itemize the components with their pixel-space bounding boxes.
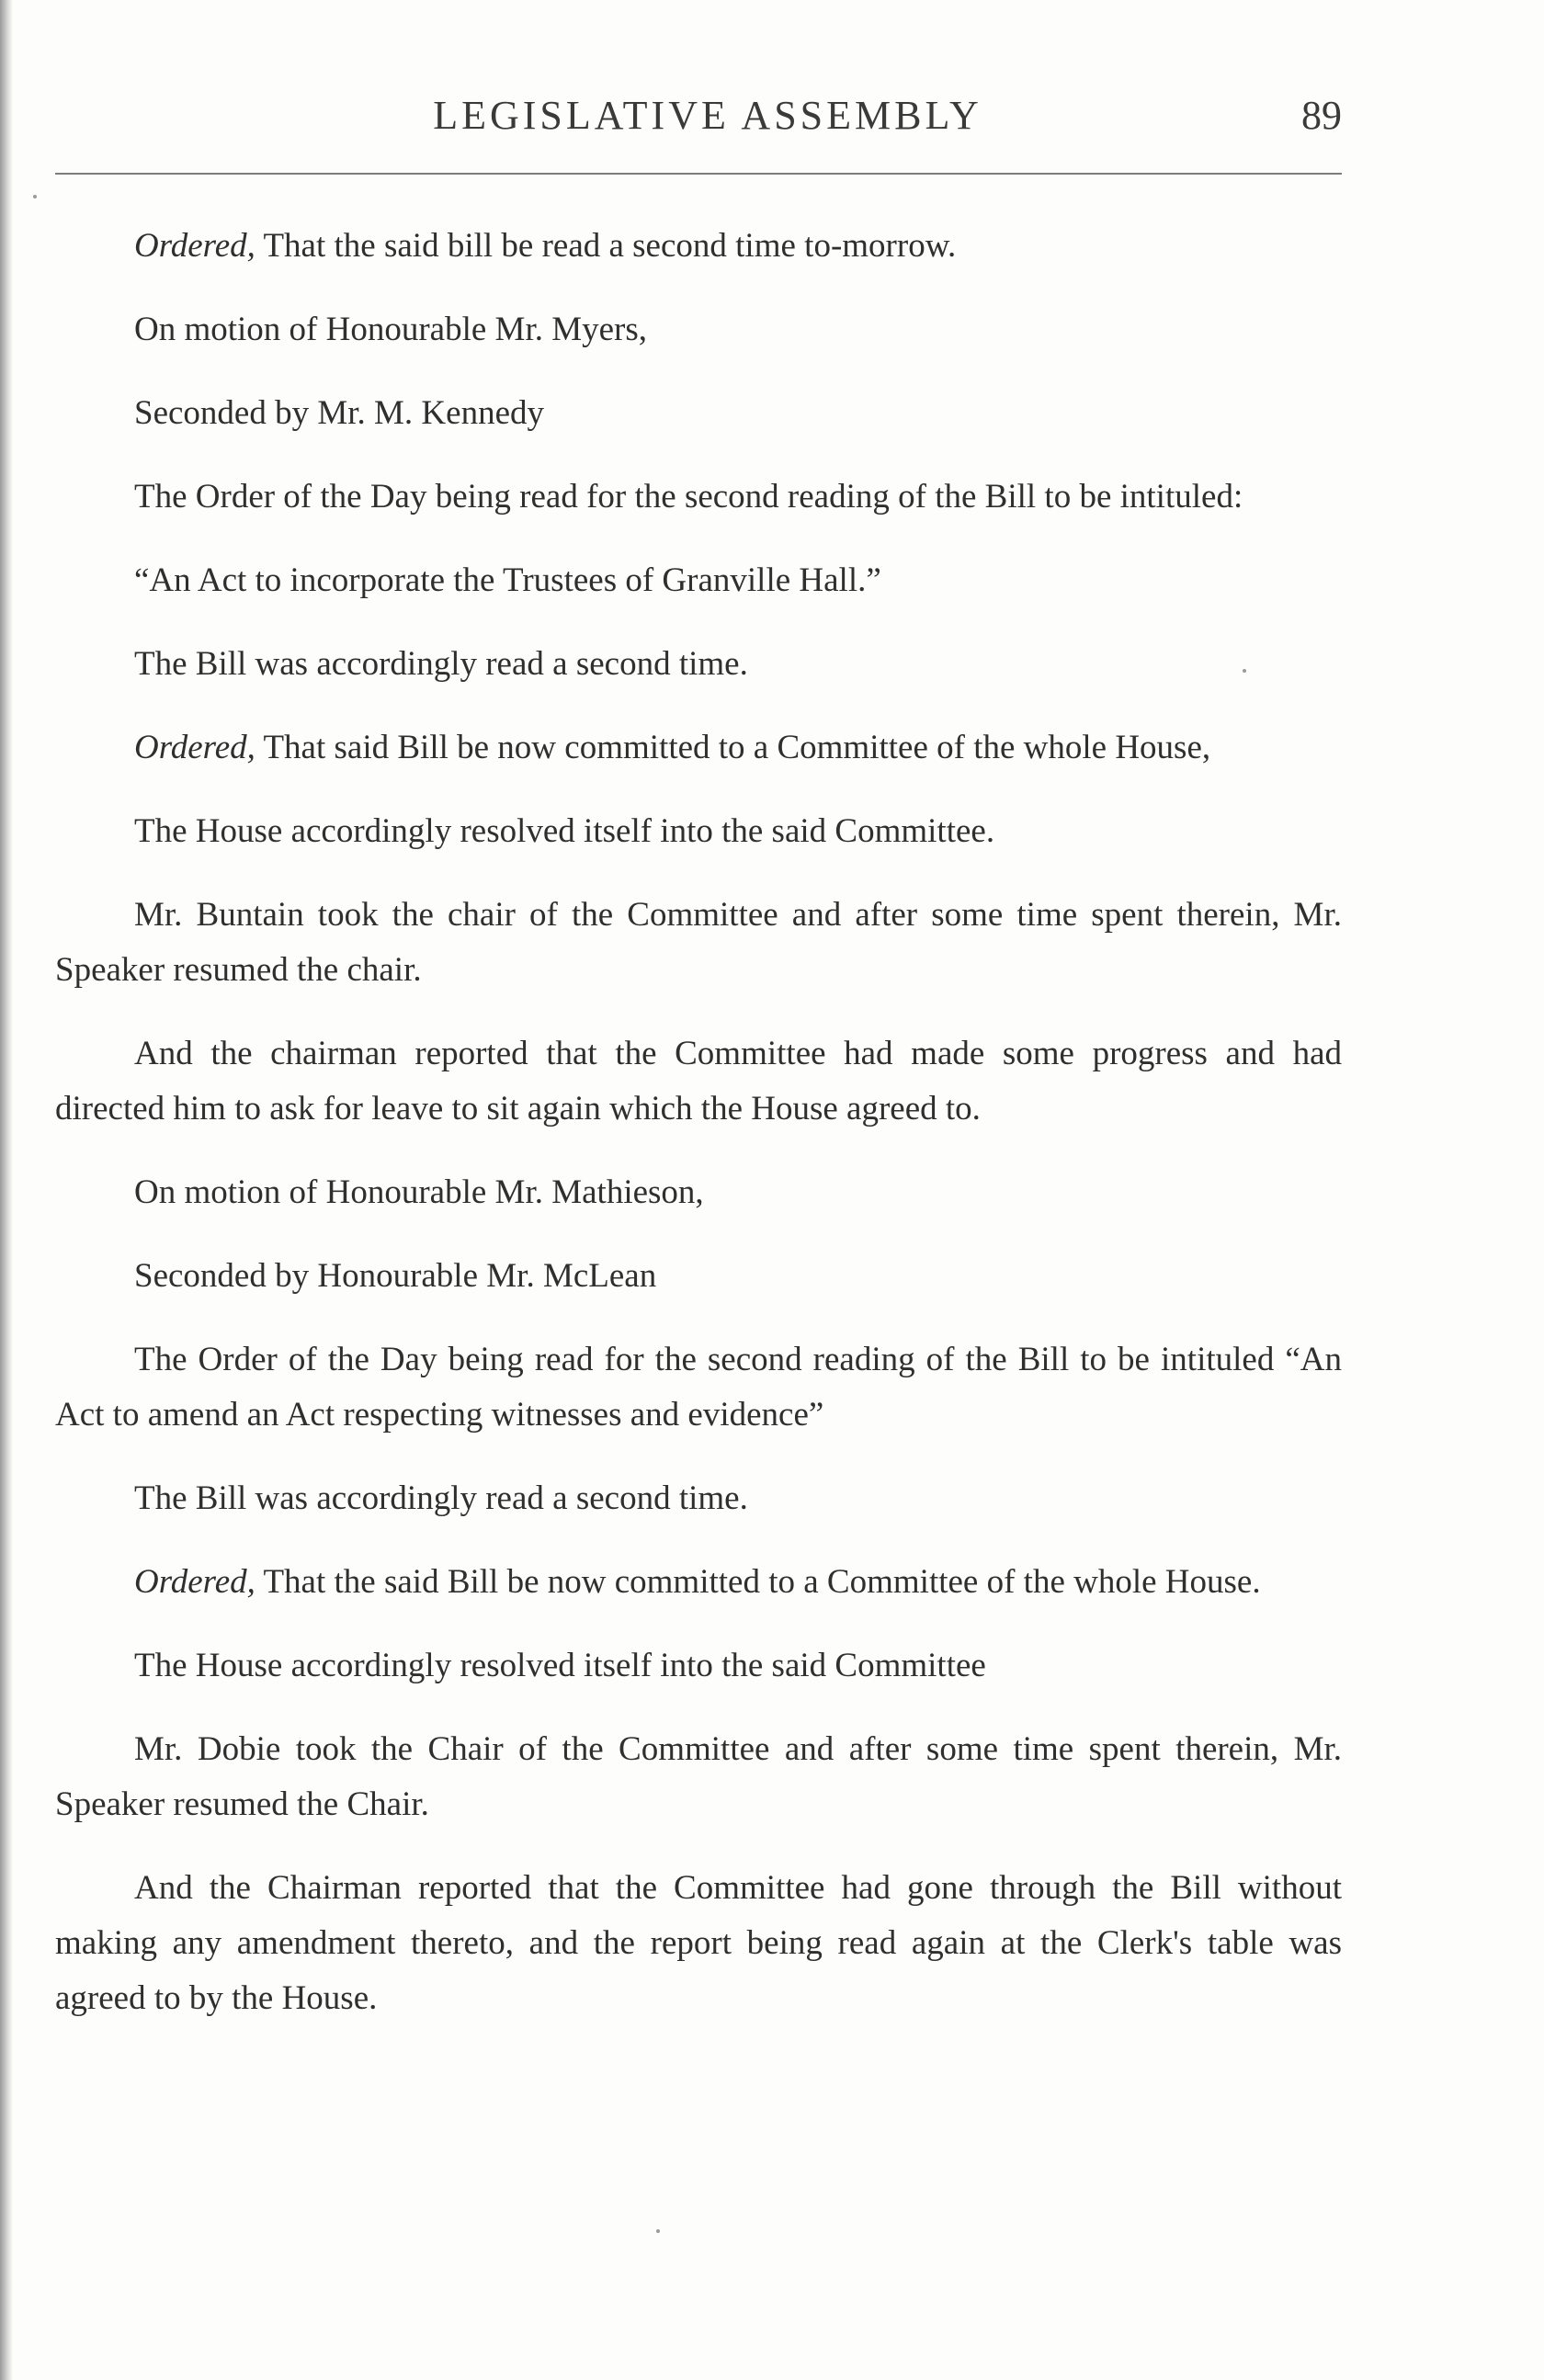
paragraph-text: Seconded by Honourable Mr. McLean [134,1257,657,1295]
paragraph [55,1555,1342,1610]
paragraph-text: The Bill was accordingly read a second time. [134,1479,748,1517]
paragraph-text: And the chairman reported that the Committee had made some progress and had directed him to ask for leave to sit again which the House agreed to. [55,1035,1342,1128]
paragraph [55,1249,1342,1304]
paragraph [55,637,1342,692]
paragraph-text: And the Chairman reported that the Committee had gone through the Bill without making any amendment thereto, and the report being read again at the Clerk's table was agreed to by the House. [55,1869,1342,2017]
paragraph-text: Mr. Dobie took the Chair of the Committee and after some time spent therein, Mr. Speaker resumed the Chair. [55,1730,1342,1823]
paragraph-text: On motion of Honourable Mr. Mathieson, [134,1173,704,1211]
paragraph [55,302,1342,357]
header-rule [55,173,1342,175]
paragraph-text: That said Bill be now committed to a Committee of the whole House, [255,729,1211,766]
paragraph-text: That the said Bill be now committed to a Committee of the whole House. [255,1563,1261,1601]
paragraph [55,1165,1342,1220]
paragraph [55,1722,1342,1832]
scan-speck [656,2229,660,2233]
journal-body [55,219,1342,2055]
paragraph [55,470,1342,525]
paragraph-text: The House accordingly resolved itself into the said Committee [134,1647,986,1684]
running-title: LEGISLATIVE ASSEMBLY [433,93,982,138]
paragraph [55,888,1342,998]
paragraph-text: The Order of the Day being read for the second reading of the Bill to be intituled: [134,478,1243,516]
scan-shadow-edge [0,0,13,2380]
paragraph-text: The Order of the Day being read for the second reading of the Bill to be intituled “An Act to amend an Act respecting witnesses and evidence” [55,1341,1342,1434]
paragraph-text: On motion of Honourable Mr. Myers, [134,311,648,348]
paragraph [55,720,1342,776]
paragraph-text: “An Act to incorporate the Trustees of Granville Hall.” [134,561,881,599]
ordered-lead: Ordered, [134,1563,255,1601]
scan-speck [33,195,37,198]
paragraph [55,1638,1342,1694]
paragraph [55,1471,1342,1526]
paragraph-text: Seconded by Mr. M. Kennedy [134,394,544,432]
ordered-lead: Ordered, [134,729,255,766]
scan-speck [1243,669,1246,673]
page-number: 89 [1301,93,1342,138]
paragraph-text: The Bill was accordingly read a second time. [134,645,748,683]
paragraph [55,1026,1342,1137]
paragraph [55,1861,1342,2026]
ordered-lead: Ordered, [134,227,255,265]
paragraph [55,804,1342,859]
paragraph [55,553,1342,608]
paragraph-text: That the said bill be read a second time to-morrow. [255,227,957,265]
page-header [55,92,1342,165]
paragraph [55,386,1342,441]
paragraph-text: Mr. Buntain took the chair of the Committee and after some time spent therein, Mr. Speaker resumed the chair. [55,896,1342,989]
paragraph [55,219,1342,274]
paragraph [55,1332,1342,1443]
paragraph-text: The House accordingly resolved itself into the said Committee. [134,812,995,850]
